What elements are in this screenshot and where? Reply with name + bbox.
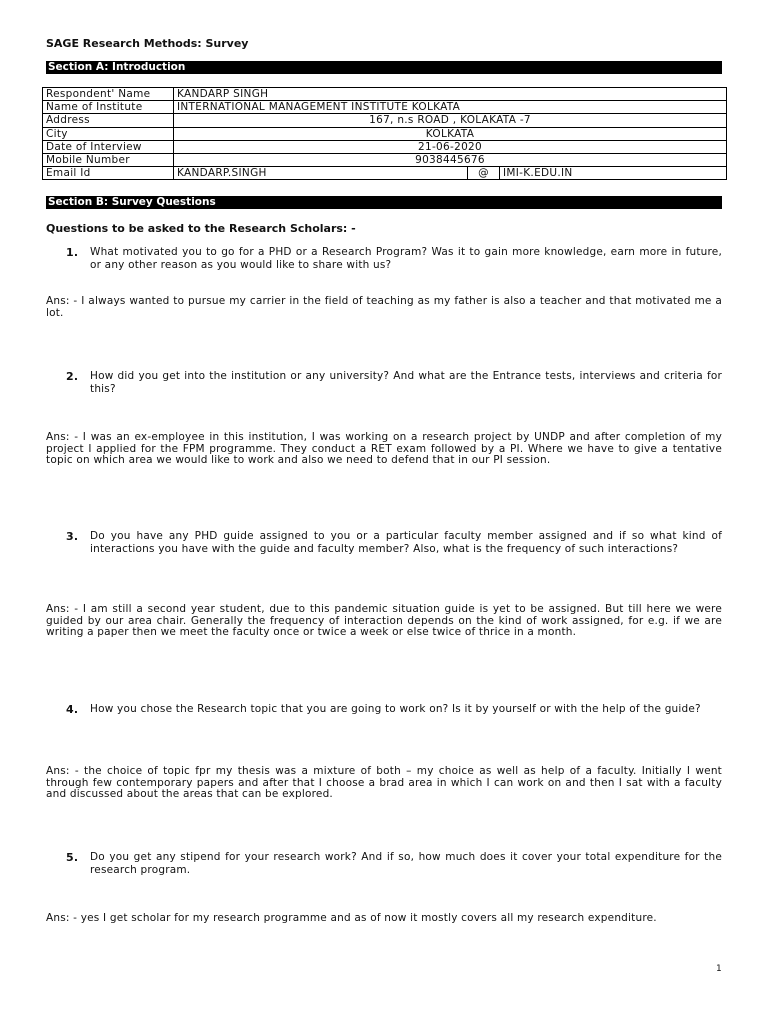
questions-heading: Questions to be asked to the Research Scholars: - (46, 222, 356, 235)
question-text: Do you get any stipend for your research work? And if so, how much does it cover your total expenditure for the research program. (90, 851, 722, 876)
question-1 (66, 246, 722, 272)
city-label: City (43, 127, 174, 140)
table-row (43, 140, 727, 153)
section-b-header: Section B: Survey Questions (46, 196, 722, 209)
mobile-value: 9038445676 (174, 153, 727, 166)
question-text: What motivated you to go for a PHD or a Research Program? Was it to gain more knowledge, earn more in future, or any other reason as you would like to share with us? (90, 246, 722, 271)
respondent-name: KANDARP SINGH (174, 88, 727, 101)
question-number: 4. (66, 703, 79, 716)
section-a-header: Section A: Introduction (46, 61, 722, 74)
answer-1: Ans: - I always wanted to pursue my carrier in the field of teaching as my father is also a teacher and that motivated me a lot. (46, 295, 722, 319)
question-text: Do you have any PHD guide assigned to you or a particular faculty member assigned and if so what kind of interactions you have with the guide and faculty member? Also, what is the frequency of such interactions? (90, 530, 722, 555)
question-text: How you chose the Research topic that you are going to work on? Is it by yourself or with the help of the guide? (90, 703, 701, 715)
document-title: SAGE Research Methods: Survey (46, 37, 249, 50)
respondent-label: Respondent' Name (43, 88, 174, 101)
answer-5: Ans: - yes I get scholar for my research programme and as of now it mostly covers all my research expenditure. (46, 912, 657, 924)
email-domain: IMI-K.EDU.IN (500, 167, 727, 180)
email-label: Email Id (43, 167, 174, 180)
question-3 (66, 530, 722, 556)
table-row (43, 88, 727, 101)
address-label: Address (43, 114, 174, 127)
date-label: Date of Interview (43, 140, 174, 153)
page-number: 1 (716, 964, 722, 974)
answer-2: Ans: - I was an ex-employee in this institution, I was working on a research project by UNDP and after completion of my project I applied for the FPM programme. They conduct a RET exam followed by a PI. Where we have to give a tentative topic on which area we would like to work and also we need to defend that in our PI session. (46, 431, 722, 466)
date-value: 21-06-2020 (174, 140, 727, 153)
answer-3: Ans: - I am still a second year student, due to this pandemic situation guide is yet to be assigned. But till here we were guided by our area chair. Generally the frequency of interaction depends on the kind of work assigned, for e.g. if we are writing a paper then we meet the faculty once or twice a week or else twice of thrice in a month. (46, 603, 722, 638)
question-number: 3. (66, 530, 79, 543)
table-row (43, 101, 727, 114)
email-at-sign: @ (468, 167, 500, 180)
city-value: KOLKATA (174, 127, 727, 140)
email-user: KANDARP.SINGH (174, 167, 468, 180)
answer-4: Ans: - the choice of topic fpr my thesis was a mixture of both – my choice as well as help of a faculty. Initially I went through few contemporary papers and after that I choose a brad area in which I can work on and then I sat with a faculty and discussed about the areas that can be explored. (46, 765, 722, 800)
institute-label: Name of Institute (43, 101, 174, 114)
question-text: How did you get into the institution or any university? And what are the Entrance tests, interviews and criteria for this? (90, 370, 722, 395)
question-number: 2. (66, 370, 79, 383)
mobile-label: Mobile Number (43, 153, 174, 166)
table-row (43, 167, 727, 180)
question-2 (66, 370, 722, 396)
address-value: 167, n.s ROAD , KOLAKATA -7 (174, 114, 727, 127)
institute-name: INTERNATIONAL MANAGEMENT INSTITUTE KOLKATA (174, 101, 727, 114)
question-number: 1. (66, 246, 79, 259)
respondent-info-table (42, 87, 727, 180)
question-number: 5. (66, 851, 79, 864)
question-5 (66, 851, 722, 877)
table-row (43, 127, 727, 140)
table-row (43, 153, 727, 166)
question-4 (66, 703, 722, 716)
table-row (43, 114, 727, 127)
